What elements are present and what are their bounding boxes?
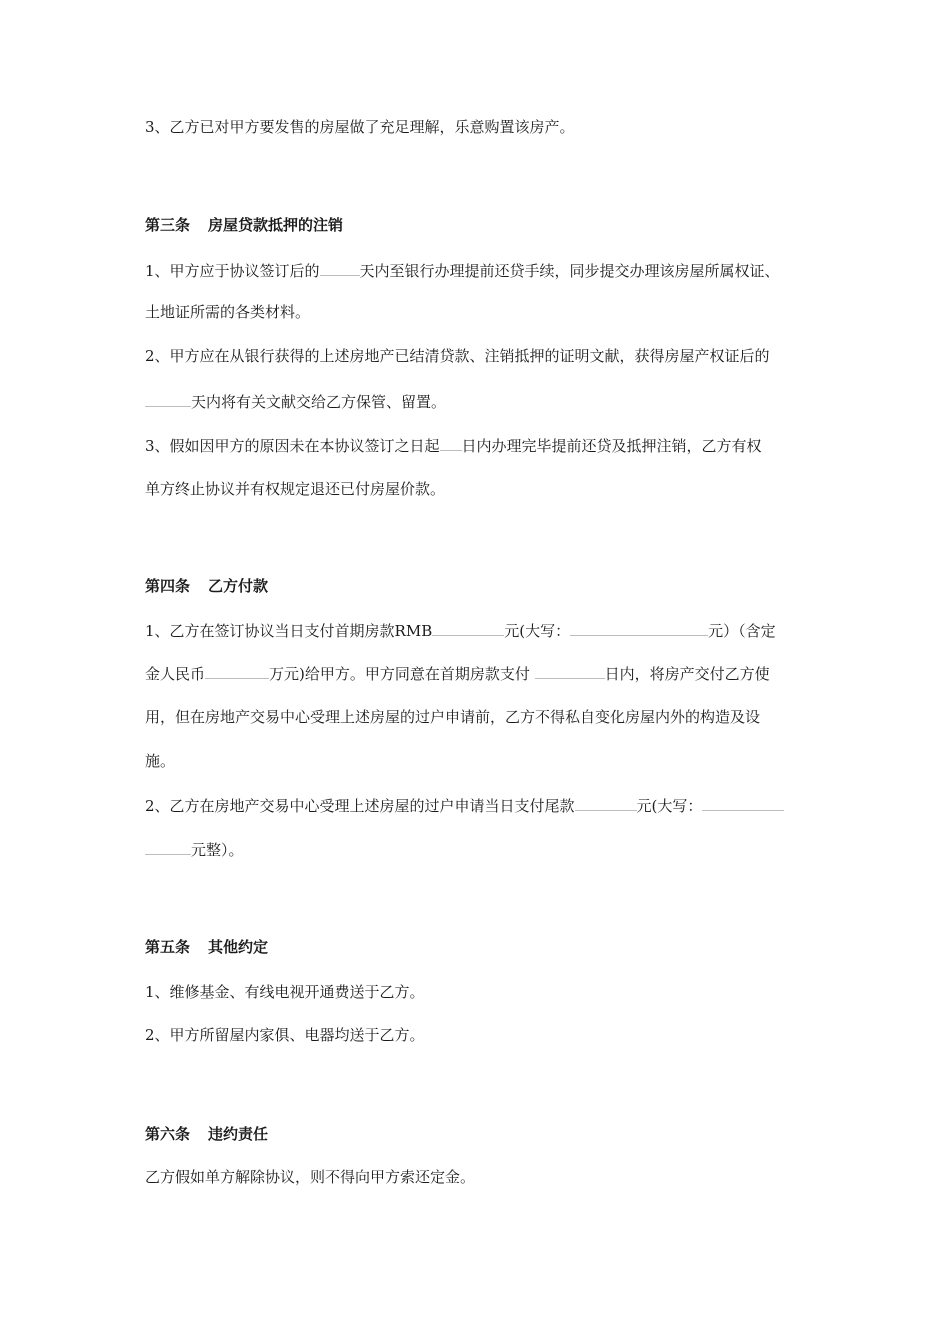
- fill-blank: [145, 391, 191, 407]
- article-4-item-1-line-1: [145, 620, 776, 641]
- article-5-item-1: [145, 982, 425, 1002]
- text: 1、甲方应于协议签订后的: [145, 262, 320, 280]
- fill-blank: [440, 435, 462, 451]
- article-number: 第五条: [145, 938, 191, 956]
- article-3-heading: [145, 215, 343, 235]
- text: 3、乙方已对甲方要发售的房屋做了充足理解，乐意购置该房产。: [145, 118, 575, 136]
- article-4-item-2-line-1: [145, 795, 784, 816]
- text: 施。: [145, 752, 176, 770]
- text: 日内办理完毕提前还贷及抵押注销，乙方有权: [461, 437, 762, 455]
- text: 元）（含定: [708, 622, 776, 640]
- fill-blank: [145, 839, 191, 855]
- article-4-item-1-line-4: [145, 751, 175, 771]
- text: 乙方假如单方解除协议，则不得向甲方索还定金。: [145, 1168, 476, 1186]
- article-5-item-2: [145, 1025, 425, 1045]
- fill-blank: [702, 795, 784, 811]
- text: 土地证所需的各类材料。: [145, 303, 311, 321]
- article-4-item-1-line-2: [145, 663, 770, 684]
- article-6-heading: [145, 1124, 268, 1144]
- fill-blank: [535, 663, 605, 679]
- article-number: 第六条: [145, 1125, 191, 1143]
- article-title: 房屋贷款抵押的注销: [208, 216, 344, 234]
- fill-blank: [432, 620, 504, 636]
- article-3-item-3-line-2: [145, 479, 445, 499]
- text: 2、甲方应在从银行获得的上述房地产已结清贷款、注销抵押的证明文献，获得房屋产权证后的: [145, 347, 770, 365]
- paragraph-item-3: [145, 117, 575, 137]
- article-title: 违约责任: [208, 1125, 269, 1143]
- text: 元整）。: [191, 841, 244, 859]
- text: 3、假如因甲方的原因未在本协议签订之日起: [145, 437, 440, 455]
- text: 万元)给甲方。甲方同意在首期房款支付: [269, 665, 535, 683]
- article-number: 第三条: [145, 216, 191, 234]
- text: 2、乙方在房地产交易中心受理上述房屋的过户申请当日支付尾款: [145, 797, 575, 815]
- text: 1、乙方在签订协议当日支付首期房款RMB: [145, 622, 433, 640]
- text: 单方终止协议并有权规定退还已付房屋价款。: [145, 480, 446, 498]
- article-3-item-3-line-1: [145, 435, 762, 456]
- fill-blank: [570, 620, 708, 636]
- fill-blank: [575, 795, 637, 811]
- article-3-item-1-line-2: [145, 302, 310, 322]
- article-6-item-1: [145, 1167, 475, 1187]
- article-title: 乙方付款: [208, 577, 269, 595]
- article-4-heading: [145, 576, 268, 596]
- article-3-item-2-line-2: [145, 391, 446, 412]
- fill-blank: [205, 663, 269, 679]
- article-4-item-1-line-3: [145, 707, 760, 727]
- article-3-item-2-line-1: [145, 346, 770, 366]
- article-number: 第四条: [145, 577, 191, 595]
- text: 2、甲方所留屋内家俱、电器均送于乙方。: [145, 1026, 425, 1044]
- text: 1、维修基金、有线电视开通费送于乙方。: [145, 983, 425, 1001]
- article-5-heading: [145, 937, 268, 957]
- text: 天内将有关文献交给乙方保管、留置。: [191, 393, 447, 411]
- article-3-item-1-line-1: [145, 260, 780, 281]
- fill-blank: [320, 260, 360, 276]
- text: 天内至银行办理提前还贷手续，同步提交办理该房屋所属权证、: [359, 262, 780, 280]
- text: 日内，将房产交付乙方使: [604, 665, 770, 683]
- text: 金人民币: [145, 665, 206, 683]
- text: 用，但在房地产交易中心受理上述房屋的过户申请前，乙方不得私自变化房屋内外的构造及设: [145, 708, 761, 726]
- article-4-item-2-line-2: [145, 839, 244, 860]
- text: 元(大写：: [504, 622, 571, 640]
- article-title: 其他约定: [208, 938, 269, 956]
- text: 元(大写：: [636, 797, 703, 815]
